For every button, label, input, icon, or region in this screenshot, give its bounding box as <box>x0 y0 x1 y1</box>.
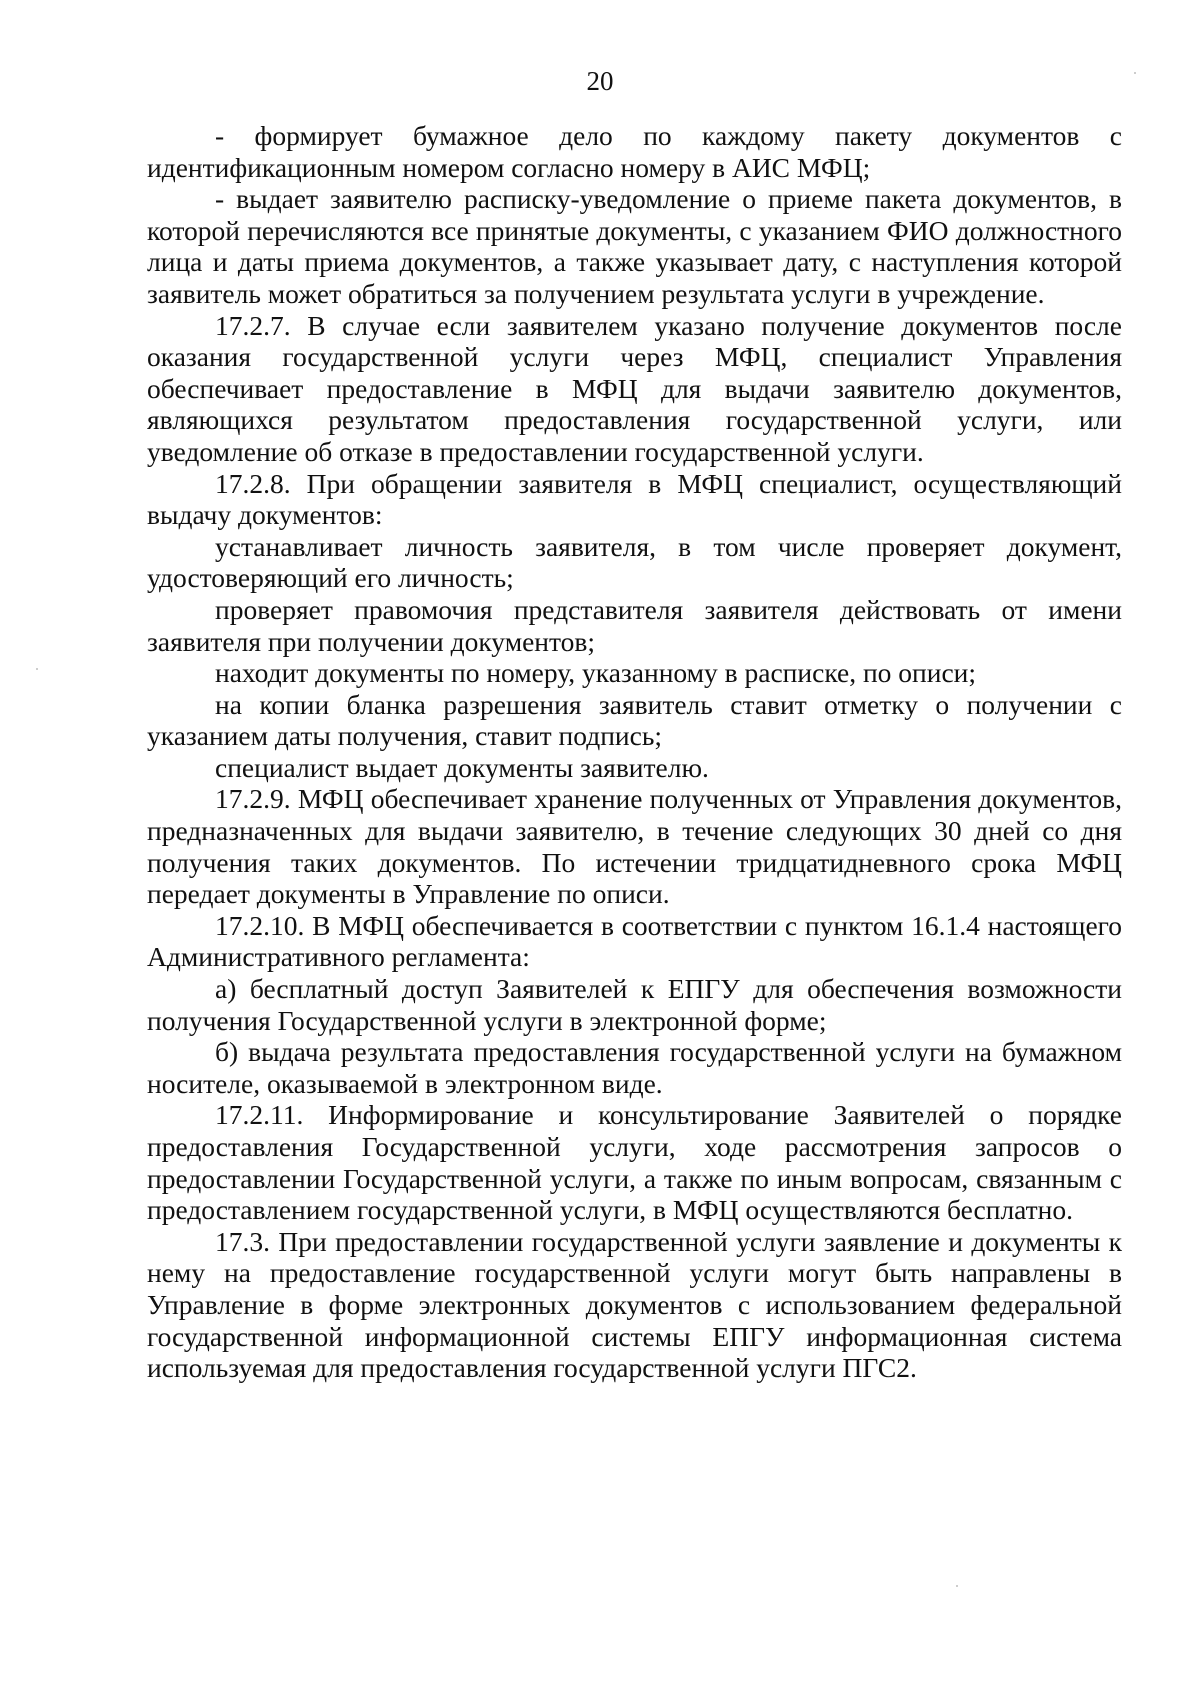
paragraph-identity-check: устанавливает личность заявителя, в том числе проверяет документ, удостоверяющий его личность; <box>147 530 1122 594</box>
paragraph-item-a: а) бесплатный доступ Заявителей к ЕПГУ для обеспечения возможности получения Государственной услуги в электронной форме; <box>147 973 1122 1036</box>
page-number: 20 <box>586 66 614 96</box>
paragraph-17-2-9: 17.2.9. МФЦ обеспечивает хранение полученных от Управления документов, предназначенных для выдачи заявителю, в течение следующих 30 дней со дня получения таких документов. По истечении тридцатидневного срока МФЦ передает документы в Управление по описи. <box>147 783 1122 910</box>
paragraph-17-3: 17.3. При предоставлении государственной услуги заявление и документы к нему на предоставление государственной услуги могут быть направлены в Управление в форме электронных документов с использованием федеральной государственной информационной системы ЕПГУ информационная система используемая для предоставления государственной услуги ПГС2. <box>147 1225 1122 1384</box>
paragraph-item-b: б) выдача результата предоставления государственной услуги на бумажном носителе, оказываемой в электронном виде. <box>147 1036 1122 1099</box>
paragraph-17-2-7: 17.2.7. В случае если заявителем указано получение документов после оказания государственной услуги через МФЦ, специалист Управления обеспечивает предоставление в МФЦ для выдачи заявителю документов, являющихся результатом предоставления государственной услуги, или уведомление об отказе в предоставлении государственной услуги. <box>147 309 1122 467</box>
paragraph-issues-receipt: - выдает заявителю расписку-уведомление о приеме пакета документов, в которой перечисляются все принятые документы, с указанием ФИО должностного лица и даты приема документов, а также указывает дату, с наступления которой заявитель может обратиться за получением результата услуги в учреждение. <box>147 183 1122 309</box>
paragraph-17-2-11: 17.2.11. Информирование и консультирование Заявителей о порядке предоставления Государственной услуги, ходе рассмотрения запросов о предоставлении Государственной услуги, а также по иным вопросам, связанным с предоставлением государственной услуги, в МФЦ осуществляются бесплатно. <box>147 1099 1122 1226</box>
paragraph-17-2-10: 17.2.10. В МФЦ обеспечивается в соответствии с пунктом 16.1.4 настоящего Административного регламента: <box>147 909 1122 973</box>
paragraph-issue-documents: специалист выдает документы заявителю. <box>215 751 709 783</box>
paragraph-17-2-8: 17.2.8. При обращении заявителя в МФЦ специалист, осуществляющий выдачу документов: <box>147 467 1122 531</box>
document-body <box>147 120 1122 1384</box>
scan-speck <box>1134 72 1136 74</box>
scan-speck <box>36 668 38 670</box>
paragraph-mark-receipt: на копии бланка разрешения заявитель ставит отметку о получении с указанием даты получения, ставит подпись; <box>147 688 1122 752</box>
scan-speck <box>956 1585 958 1587</box>
paragraph-forms-paper-file: - формирует бумажное дело по каждому пакету документов с идентификационным номером согласно номеру в АИС МФЦ; <box>147 120 1122 183</box>
paragraph-representative-check: проверяет правомочия представителя заявителя действовать от имени заявителя при получении документов; <box>147 593 1122 657</box>
paragraph-find-documents: находит документы по номеру, указанному в расписке, по описи; <box>215 657 977 689</box>
